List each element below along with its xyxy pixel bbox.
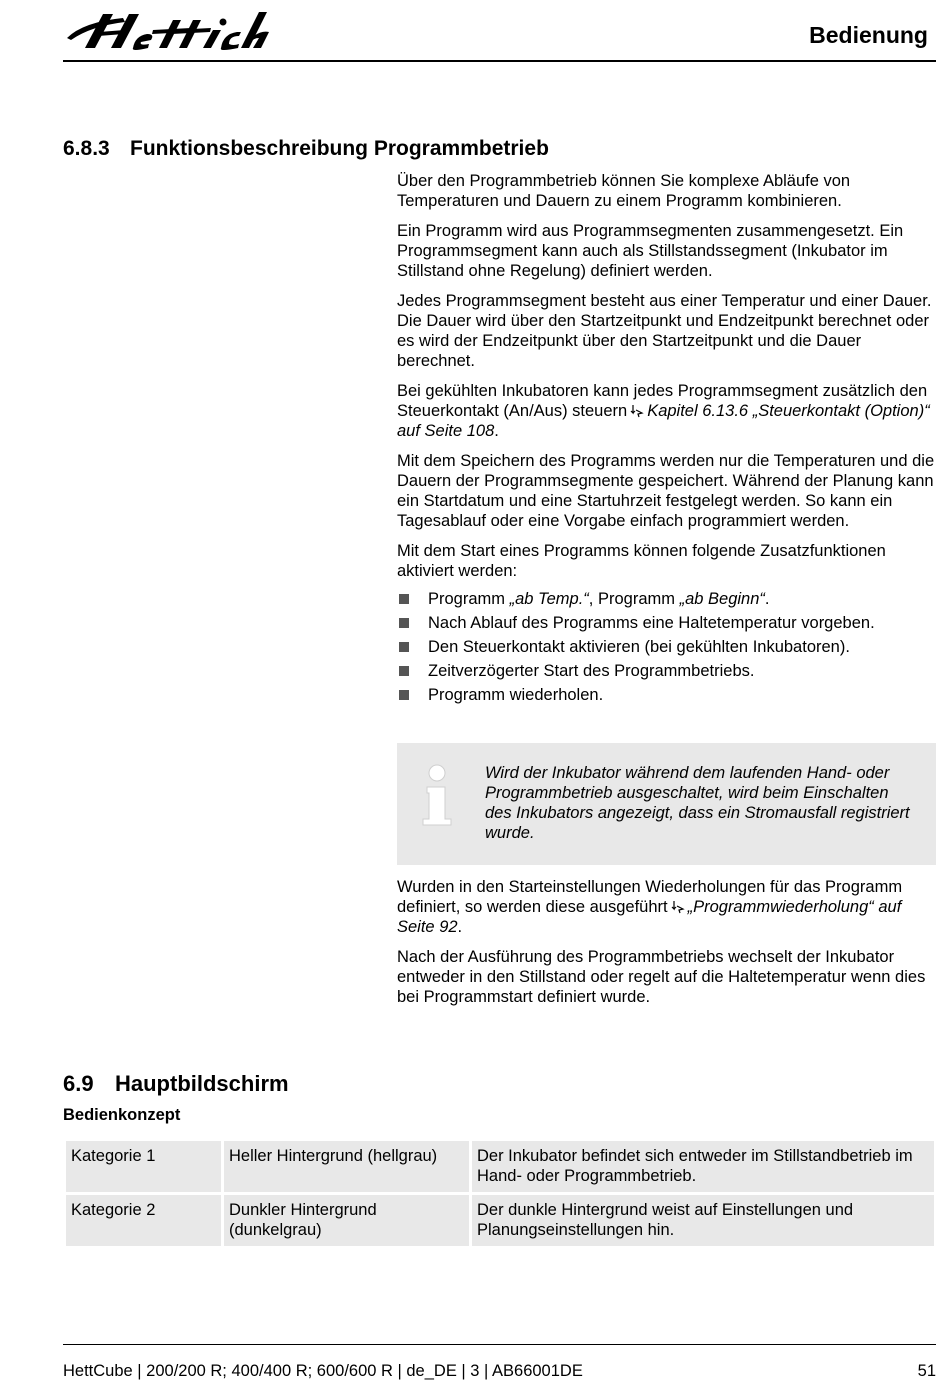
list-item-text: Programm (428, 590, 510, 608)
bullet-square-icon (399, 666, 409, 676)
list-item (397, 661, 937, 685)
info-icon (419, 763, 459, 827)
cross-reference-icon (671, 900, 685, 914)
cross-reference-link[interactable]: „Programmwiederholung“ auf Seite 92 (397, 898, 902, 936)
list-item-emphasis: „ab Temp.“ (509, 590, 589, 608)
feature-list (397, 589, 937, 709)
list-item-text: Programm wiederholen. (428, 686, 604, 704)
section-title: Funktionsbeschreibung Programmbetrieb (130, 137, 549, 160)
list-item (397, 589, 937, 613)
table-cell-description: Der dunkle Hintergrund weist auf Einstellungen und Planungseinstellungen hin. (472, 1195, 934, 1246)
table-cell-background: Dunkler Hintergrund (dunkelgrau) (224, 1195, 469, 1246)
section-683-body (397, 171, 937, 709)
paragraph: Jedes Programmsegment besteht aus einer Temperatur und einer Dauer. Die Dauer wird über den Startzeitpunkt und Endzeitpunkt berechnet oder es wird der Endzeitpunkt über den Startzeitpunkt und die Dauer berechnet. (397, 292, 932, 370)
bullet-square-icon (399, 618, 409, 628)
table-cell-background: Heller Hintergrund (hellgrau) (224, 1141, 469, 1192)
info-note-text: Wird der Inkubator während dem laufenden Hand- oder Programmbetrieb ausgeschaltet, wird beim Einschalten des Inkubators angezeigt, dass ein Stromausfall registriert wurde. (485, 764, 910, 842)
paragraph-text: . (494, 422, 499, 440)
subheading: Bedienkonzept (63, 1106, 181, 1124)
section-heading-683 (63, 137, 549, 161)
operating-concept-table (63, 1138, 937, 1249)
table-cell-description: Der Inkubator befindet sich entweder im Stillstandbetrieb im Hand- oder Programmbetrieb. (472, 1141, 934, 1192)
page-header (63, 0, 936, 62)
paragraph (397, 877, 937, 937)
footer-document-info: HettCube | 200/200 R; 400/400 R; 600/600 R | de_DE | 3 | AB66001DE (63, 1362, 583, 1380)
list-item-text: . (764, 590, 770, 608)
list-item-text: Zeitverzögerter Start des Programmbetriebs. (428, 662, 755, 680)
paragraph: Mit dem Start eines Programms können folgende Zusatzfunktionen aktiviert werden: (397, 542, 886, 580)
paragraph-text: Bei gekühlten Inkubatoren kann jedes Programmsegment zusätzlich den Steuerkontakt (An/Aus) steuern (397, 382, 928, 420)
cross-reference-icon (630, 404, 644, 418)
list-item (397, 613, 937, 637)
section-heading-69 (63, 1071, 289, 1097)
section-683-body-continued (397, 877, 937, 1017)
list-item-text: , Programm (588, 590, 680, 608)
table-row (66, 1141, 934, 1192)
header-title: Bedienung (809, 22, 928, 48)
paragraph-text: . (457, 918, 463, 936)
list-item-text: Den Steuerkontakt aktivieren (bei gekühlten Inkubatoren). (428, 638, 850, 656)
paragraph: Mit dem Speichern des Programms werden nur die Temperaturen und die Dauern der Programmsegmente gespeichert. Während der Planung kann ein Startdatum und eine Startuhrzeit festgelegt werden. So kann ein Tagesablauf oder eine Vorgabe einfach programmiert werden. (397, 452, 935, 530)
list-item (397, 685, 937, 709)
table-cell-category: Kategorie 1 (66, 1141, 221, 1192)
info-note-box (397, 743, 936, 865)
paragraph: Ein Programm wird aus Programmsegmenten zusammengesetzt. Ein Programmsegment kann auch als Stillstandssegment (Inkubator im Stillstand ohne Regelung) definiert werden. (397, 222, 904, 280)
bullet-square-icon (399, 690, 409, 700)
section-number: 6.8.3 (63, 137, 110, 160)
bullet-square-icon (399, 594, 409, 604)
paragraph-text: Wurden in den Starteinstellungen Wiederholungen für das Programm definiert, so werden diese ausgeführt (397, 878, 903, 916)
section-title: Hauptbildschirm (115, 1071, 289, 1096)
bullet-square-icon (399, 642, 409, 652)
list-item-text: Nach Ablauf des Programms eine Haltetemperatur vorgeben. (428, 614, 875, 632)
section-number: 6.9 (63, 1071, 94, 1096)
page-footer (63, 1344, 936, 1380)
list-item-emphasis: „ab Beginn“ (679, 590, 765, 608)
paragraph: Nach der Ausführung des Programmbetriebs wechselt der Inkubator entweder in den Stillstand oder regelt auf die Haltetemperatur wenn dies bei Programmstart definiert wurde. (397, 948, 926, 1006)
paragraph: Über den Programmbetrieb können Sie komplexe Abläufe von Temperaturen und Dauern zu einem Programm kombinieren. (397, 172, 851, 210)
table-cell-category: Kategorie 2 (66, 1195, 221, 1246)
paragraph (397, 381, 937, 441)
hettich-logo (63, 8, 275, 50)
table-row (66, 1195, 934, 1246)
cross-reference-link[interactable]: Kapitel 6.13.6 „Steuerkontakt (Option)“ auf Seite 108 (397, 402, 930, 440)
list-item (397, 637, 937, 661)
page-number: 51 (917, 1362, 936, 1380)
